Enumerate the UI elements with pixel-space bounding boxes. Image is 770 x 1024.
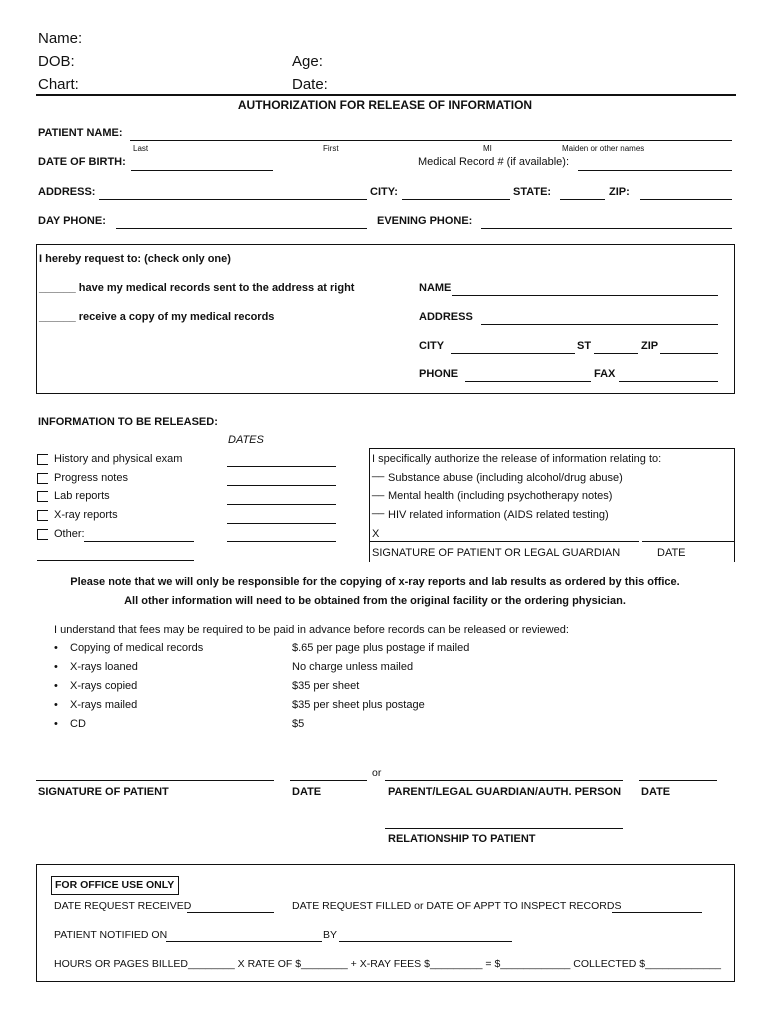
name-label: Name: [38, 30, 83, 47]
lab-label: Lab reports [54, 490, 110, 502]
fee-service: CD [70, 718, 86, 730]
recipient-fax-label: FAX [594, 368, 616, 380]
medical-record-field[interactable] [578, 170, 732, 171]
fee-price: $.65 per page plus postage if mailed [292, 642, 470, 654]
hiv-label: HIV related information (AIDS related testing) [388, 509, 609, 521]
history-label: History and physical exam [54, 453, 183, 465]
mental-checkbox[interactable]: __ [372, 485, 385, 497]
option-send-records[interactable]: ______ have my medical records sent to the address at right [39, 282, 355, 294]
by-field[interactable] [339, 941, 512, 942]
fee-service: X-rays mailed [70, 699, 138, 711]
patient-date-field[interactable] [290, 780, 367, 781]
recipient-city-field[interactable] [451, 353, 575, 354]
other-label: Other: [54, 528, 85, 540]
other-checkbox[interactable] [37, 529, 48, 540]
form-title: AUTHORIZATION FOR RELEASE OF INFORMATION [237, 98, 533, 112]
recipient-st-label: ST [577, 340, 592, 352]
x-mark: X [372, 528, 380, 540]
guardian-date-field[interactable] [639, 780, 717, 781]
progress-checkbox[interactable] [37, 473, 48, 484]
guardian-signature-field[interactable] [385, 780, 623, 781]
zip-label: ZIP: [609, 186, 630, 198]
recipient-zip-label: ZIP [641, 340, 659, 352]
relationship-field[interactable] [385, 828, 623, 829]
specific-signature-label: SIGNATURE OF PATIENT OR LEGAL GUARDIAN [372, 547, 621, 559]
notified-on-field[interactable] [166, 941, 322, 942]
billing-line: HOURS OR PAGES BILLED________ X RATE OF $________ + X-RAY FEES $_________ = $____________ COLLECTED $_____________ [54, 958, 721, 970]
notice-line-1: Please note that we will only be responsible for the copying of x-ray reports and lab results as ordered by this office. [70, 576, 680, 588]
fee-service: X-rays copied [70, 680, 138, 692]
notified-on-label: PATIENT NOTIFIED ON [54, 929, 168, 941]
fee-bullet: • [54, 642, 58, 654]
fee-price: $5 [292, 718, 305, 730]
other-field-2[interactable] [37, 560, 194, 561]
other-date-field[interactable] [227, 541, 336, 542]
lab-date-field[interactable] [227, 504, 336, 505]
fee-bullet: • [54, 661, 58, 673]
header-divider [36, 94, 736, 96]
by-label: BY [323, 929, 338, 941]
option-receive-copy[interactable]: ______ receive a copy of my medical records [39, 311, 275, 323]
substance-checkbox[interactable]: __ [372, 466, 385, 478]
dates-label: DATES [228, 434, 264, 446]
recipient-address-label: ADDRESS [419, 311, 473, 323]
notice-line-2: All other information will need to be obtained from the original facility or the ordering physician. [124, 595, 626, 607]
date-label: Date: [292, 76, 328, 93]
history-date-field[interactable] [227, 466, 336, 467]
sub-maiden: Maiden or other names [562, 144, 645, 153]
dob2-label: DATE OF BIRTH: [38, 156, 126, 168]
request-heading: I hereby request to: (check only one) [39, 253, 231, 265]
patient-signature-label: SIGNATURE OF PATIENT [38, 786, 169, 798]
dob-field[interactable] [131, 170, 273, 171]
fee-bullet: • [54, 680, 58, 692]
age-label: Age: [292, 53, 323, 70]
recipient-st-field[interactable] [594, 353, 638, 354]
day-phone-field[interactable] [116, 228, 367, 229]
patient-date-label: DATE [292, 786, 322, 798]
hiv-checkbox[interactable]: __ [372, 503, 385, 515]
patient-signature-field[interactable] [36, 780, 274, 781]
specific-auth-box [369, 448, 735, 562]
guardian-label: PARENT/LEGAL GUARDIAN/AUTH. PERSON [388, 786, 622, 798]
recipient-phone-field[interactable] [465, 381, 591, 382]
substance-label: Substance abuse (including alcohol/drug abuse) [388, 472, 623, 484]
guardian-date-label: DATE [641, 786, 671, 798]
progress-date-field[interactable] [227, 485, 336, 486]
medical-record-label: Medical Record # (if available): [418, 156, 570, 168]
city-field[interactable] [402, 199, 510, 200]
recipient-zip-field[interactable] [660, 353, 718, 354]
relationship-label: RELATIONSHIP TO PATIENT [388, 833, 536, 845]
patient-name-field[interactable] [130, 140, 732, 141]
recipient-phone-label: PHONE [419, 368, 459, 380]
fee-price: No charge unless mailed [292, 661, 414, 673]
mental-label: Mental health (including psychotherapy notes) [388, 490, 613, 502]
fee-price: $35 per sheet plus postage [292, 699, 425, 711]
date-filled-field[interactable] [612, 912, 702, 913]
sub-last: Last [133, 144, 149, 153]
xray-label: X-ray reports [54, 509, 118, 521]
recipient-name-field[interactable] [452, 295, 718, 296]
xray-date-field[interactable] [227, 523, 336, 524]
fee-service: X-rays loaned [70, 661, 138, 673]
recipient-fax-field[interactable] [619, 381, 718, 382]
evening-phone-field[interactable] [481, 228, 732, 229]
info-heading: INFORMATION TO BE RELEASED: [38, 416, 218, 428]
other-field[interactable] [84, 541, 194, 542]
fee-price: $35 per sheet [292, 680, 360, 692]
day-phone-label: DAY PHONE: [38, 215, 106, 227]
recipient-name-label: NAME [419, 282, 452, 294]
lab-checkbox[interactable] [37, 491, 48, 502]
state-label: STATE: [513, 186, 552, 198]
evening-phone-label: EVENING PHONE: [377, 215, 473, 227]
dob-label: DOB: [38, 53, 75, 70]
patient-name-label: PATIENT NAME: [38, 127, 123, 139]
specific-signature-field[interactable] [369, 541, 639, 542]
fee-bullet: • [54, 699, 58, 711]
sub-mi: MI [483, 144, 492, 153]
fee-bullet: • [54, 718, 58, 730]
chart-label: Chart: [38, 76, 79, 93]
fees-intro: I understand that fees may be required to be paid in advance before records can be released or reviewed: [54, 624, 569, 636]
xray-checkbox[interactable] [37, 510, 48, 521]
city-label: CITY: [370, 186, 398, 198]
date-filled-label: DATE REQUEST FILLED or DATE OF APPT TO INSPECT RECORDS [292, 900, 622, 912]
recipient-city-label: CITY [419, 340, 445, 352]
address-label: ADDRESS: [38, 186, 96, 198]
date-received-label: DATE REQUEST RECEIVED [54, 900, 192, 912]
recipient-address-field[interactable] [481, 324, 718, 325]
specific-date-field[interactable] [642, 541, 735, 542]
address-field[interactable] [99, 199, 367, 200]
zip-field[interactable] [640, 199, 732, 200]
state-field[interactable] [560, 199, 605, 200]
date-received-field[interactable] [187, 912, 274, 913]
office-use-heading: FOR OFFICE USE ONLY [55, 879, 175, 891]
progress-label: Progress notes [54, 472, 128, 484]
specific-date-label: DATE [657, 547, 686, 559]
fee-service: Copying of medical records [70, 642, 204, 654]
or-label: or [372, 767, 382, 779]
history-checkbox[interactable] [37, 454, 48, 465]
sub-first: First [323, 144, 339, 153]
specific-heading: I specifically authorize the release of information relating to: [372, 453, 662, 465]
